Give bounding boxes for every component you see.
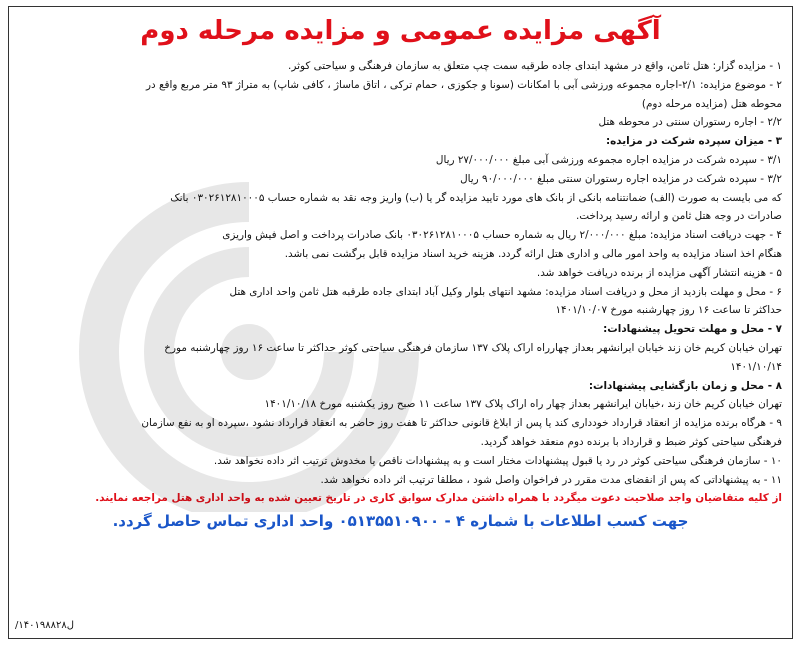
item-9: ۹ - هرگاه برنده مزایده از انعقاد قرارداد خودداری کند یا پس از ابلاغ قانونی حداکثر تا هفت روز حاضر به انعقاد قرارداد نشود ،سپرده او به نفع سازمان xyxy=(141,417,782,430)
item-7-heading: ۷ - محل و مهلت تحویل پیشنهادات: xyxy=(603,323,782,336)
ad-code: /۱۴۰۱۹۸۸۲۸ل xyxy=(15,620,74,632)
item-8-address: تهران خیابان کریم خان زند ،خیابان ایرانشهر بعداز چهار راه اراک پلاک ۱۳۷ ساعت ۱۱ صبح روز یکشنبه مورخ ۱۴۰۱/۱۰/۱۸ xyxy=(264,398,782,411)
item-11: ۱۱ - به پیشنهاداتی که پس از انقضای مدت مقرر در فراخوان واصل شود ، مطلقا ترتیب اثر داده نخواهد شد. xyxy=(320,473,782,486)
item-2: ۲ - موضوع مزایده: ۲/۱-اجاره مجموعه ورزشی آبی با امکانات (سونا و جکوزی ، حمام ترکی ، اتاق ماساژ ، کافی شاپ) به متراژ ۹۳ متر مربع واقع در xyxy=(146,78,782,91)
item-3-1: ۳/۱ - سپرده شرکت در مزایده اجاره مجموعه ورزشی آبی مبلغ ۲۷/۰۰۰/۰۰۰ ریال xyxy=(435,153,782,166)
item-1: ۱ - مزایده گزار: هتل ثامن، واقع در مشهد ابتدای جاده طرقبه سمت چپ متعلق به سازمان فرهنگی و سیاحتی کوثر. xyxy=(288,60,782,72)
item-2-2: ۲/۲ - اجاره رستوران سنتی در محوطه هتل xyxy=(598,116,782,129)
item-8-heading: ۸ - محل و زمان بازگشایی پیشنهادات: xyxy=(588,379,782,392)
item-4: ۴ - جهت دریافت اسناد مزایده: مبلغ ۲/۰۰۰/۰۰۰ ریال به شماره حساب ۰۳۰۲۶۱۲۸۱۰۰۰۵ بانک صادرات پرداخت و اصل فیش واریزی xyxy=(222,229,782,242)
ad-page xyxy=(8,6,793,639)
item-3-heading: ۳ - میزان سپرده شرکت در مزایده: xyxy=(605,135,782,148)
invitation-notice: از کلیه متقاضیان واجد صلاحیت دعوت میگردد با همراه داشتن مدارک سوابق کاری در تاریخ تعیین شده به واحد اداری هتل مراجعه نمایند. xyxy=(95,492,782,505)
item-5: ۵ - هزینه انتشار آگهی مزایده از برنده دریافت خواهد شد. xyxy=(536,266,782,279)
item-3-2: ۳/۲ - سپرده شرکت در مزایده اجاره رستوران سنتی مبلغ ۹۰/۰۰۰/۰۰۰ ریال xyxy=(460,172,782,185)
item-7-address: تهران خیابان کریم خان زند خیابان ایرانشهر بعداز چهارراه اراک پلاک ۱۳۷ سازمان فرهنگی سیاحتی کوثر حداکثر تا ساعت ۱۶ روز چهارشنبه مورخ xyxy=(164,341,782,354)
item-4-cont: هنگام اخذ اسناد مزایده به واحد امور مالی و اداری هتل ارائه گردد. هزینه خرید اسناد مزایده قابل برگشت نمی باشد. xyxy=(284,247,782,260)
item-6: ۶ - محل و مهلت بازدید از محل و دریافت اسناد مزایده: مشهد انتهای بلوار وکیل آباد ابتدای جاده طرقبه هتل ثامن واحد اداری هتل xyxy=(229,285,782,298)
item-10: ۱۰ - سازمان فرهنگی سیاحتی کوثر در رد یا قبول پیشنهادات مختار است و به پیشنهادات ناقص یا مخدوش ترتیب اثر داده نخواهد شد. xyxy=(213,454,782,467)
item-2-cont: محوطه هتل (مزایده مرحله دوم) xyxy=(641,97,782,110)
item-3-guarantee: که می بایست به صورت (الف) ضمانتنامه بانکی از بانک های مورد تایید مزایده گر یا (ب) واریز وجه نقد به شماره حساب ۰۳۰۲۶۱۲۸۱۰۰۰۵ بانک xyxy=(170,191,782,204)
item-7-date: ۱۴۰۱/۱۰/۱۴ xyxy=(730,360,782,373)
item-3-guarantee-cont: صادرات در وجه هتل ثامن و ارائه رسید پرداخت. xyxy=(575,210,782,223)
ad-title: آگهی مزایده عمومی و مزایده مرحله دوم xyxy=(140,16,661,46)
item-9-cont: فرهنگی سیاحتی کوثر ضبط و قرارداد با برنده دوم منعقد خواهد گردید. xyxy=(480,435,782,448)
contact-line: جهت کسب اطلاعات با شماره ۴ - ۰۵۱۳۵۵۱۰۹۰۰ واحد اداری تماس حاصل گردد. xyxy=(112,512,689,531)
item-6-cont: حداکثر تا ساعت ۱۶ روز چهارشنبه مورخ ۱۴۰۱/۱۰/۰۷ xyxy=(555,304,782,317)
